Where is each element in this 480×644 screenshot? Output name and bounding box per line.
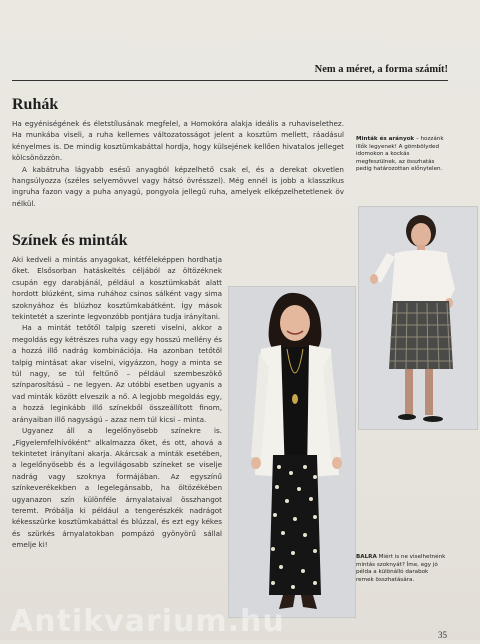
paragraph: Ha egyéniségének és életstílusának megfelel, a Homokóra alakja ideális a ruhaviselethez. Ha munkába viseli, a ruha kellemes változatosságot jelent a kosztüm mellett, ráadásul kényelmes is. De mindig kosztümkabáttal hordja, hogy külsejének kellően hivatalos jelleget kölcsönözzön.: [12, 119, 344, 163]
running-header: Nem a méret, a forma számít!: [314, 64, 448, 75]
caption-upper: [356, 136, 446, 174]
paragraph: Ugyanez áll a legelőnyösebb színekre is. „Figyelemfelhívóként" alkalmazza őket, és ott, ahová a tekintetet irányítani akarja. Akárcsak a minták esetében, a legelőnyösebb és a legvilágosabb színeket se viselje nadrág vagy szoknya formájában. Az egyszínű színkeverékekben a legelegánsabb, ha öltözékében ugyanazon szín különféle árnyalataival összhangot teremt. Próbálja ki például a tengerészkék nadrágot kékesszürke kosztümkabáttal és blúzzal, és ezt egy kékes és szürkés árnyalatokban pompázó gyönyörű sállal emelje ki!: [12, 426, 222, 550]
paragraph: A kabátruha lágyabb esésű anyagból képzelhető csak el, és a derekat okvetlen hangsúlyozza (széles selyemövvel vagy hátsó övrésszel). Még ennél is jobb a klasszikus ingruha fazon vagy a puha anyagú, pongyola jellegű ruha, amelyek elképzelhetetlenek öv nélkül.: [12, 164, 344, 208]
paragraph: Aki kedveli a mintás anyagokat, kétféleképpen hordhatja őket. Elsősorban hatáskeltés céljából az öltözéknek csupán egy darabjánál, például a kosztümkabát alatt hordott blúzként, sima ruhához csinos sálként vagy sima szoknyához és blúzhoz kosztümkabátként. Így mások tekintetét a szerinte legvonzóbb pontjára tudja irányítani.: [12, 255, 222, 322]
section-heading-szinek: Színek és minták: [12, 232, 128, 249]
section-body-szinek: [12, 254, 222, 551]
header-rule: [12, 80, 448, 81]
photo-plaid-skirt: [358, 206, 478, 430]
section-body-ruhak: [12, 118, 344, 209]
woman-white-blazer-illustration: [229, 287, 355, 617]
caption-lower: [356, 554, 446, 584]
caption-text: Miért is ne viselhetnénk mintás szoknyát? Íme, egy jó példa a különálló darabok remek összhatására.: [356, 554, 446, 583]
caption-text: – hozzánk illők legyenek! A gömbölyded idomokon a kockás megfeszülnek, az összhatás pedig határozottan előnytelen.: [356, 136, 444, 173]
section-heading-ruhak: Ruhák: [12, 96, 59, 113]
woman-plaid-skirt-illustration: [359, 207, 477, 429]
paragraph: Ha a mintát tetőtől talpig szereti viselni, akkor a megoldás egy kétrészes ruha vagy egy hosszú mellény és a hozzá illő nadrág kombinációja. Ha azonban tetőtől talpig mintásat akar viselni, vigyázzon, hogy a minta se túl nagy, se túl feltűnő – például szembeszökő színparosítású – ne legyen. Az utóbbi esetben ugyanis a vad minták között elveszik a nő. A legjobb megoldás egy, a hozzá leginkább illő színekből összeállított finom, arányaiban illő nagyságú – azaz nem túl kicsi – minta.: [12, 323, 222, 424]
page-number: 35: [438, 630, 447, 640]
photo-white-blazer: [228, 286, 356, 618]
caption-title: BALRA: [356, 554, 377, 560]
watermark: Antikvarium.hu: [10, 604, 285, 639]
caption-title: Minták és arányok: [356, 136, 415, 142]
